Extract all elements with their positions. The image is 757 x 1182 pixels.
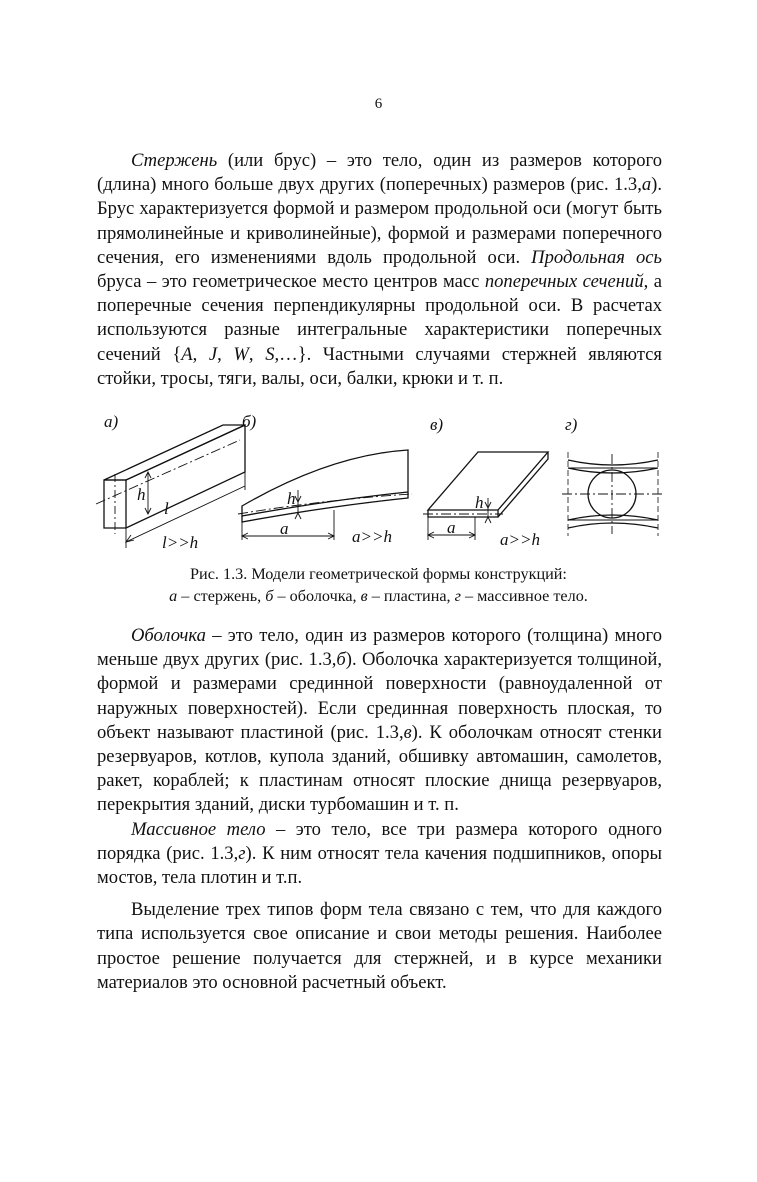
relation-plate: a>>h — [500, 530, 540, 549]
paragraph-conclusion: Выделение трех типов форм тела связано с тем, что для каждого типа используется свое описание и свои методы решения. Наиболее простое решение получается для стержней, и в курсе механики материалов это основной расчетный объект. — [97, 899, 662, 993]
rod-drawing — [96, 425, 245, 548]
term-longitudinal-axis: Продольная ось — [531, 246, 662, 268]
figure-caption — [0, 563, 757, 607]
plate-drawing — [423, 452, 548, 540]
paragraph-massive-body: Массивное тело – это тело, все три размера которого одного порядка (рис. 1.3,г). К ним относят тела качения подшипников, опоры мостов, тела плотин и т.п. — [97, 818, 663, 889]
figure-label-a: а) — [104, 412, 119, 431]
page-number: 6 — [374, 96, 383, 112]
paragraphs-shell-massive — [97, 624, 662, 995]
relation-shell: a>>h — [352, 527, 392, 546]
term-massive-body: Массивное тело — [131, 818, 266, 840]
dim-h-shell: h — [287, 489, 296, 508]
caption-legend: а – стержень, б – оболочка, в – пластина, г – массивное тело. — [169, 587, 588, 605]
figure-1-3 — [90, 410, 670, 560]
dim-h-plate: h — [475, 493, 484, 512]
paragraph-rod — [97, 149, 662, 391]
dim-a-shell: a — [280, 519, 289, 538]
figure-label-v: в) — [430, 415, 444, 434]
caption-title: Рис. 1.3. Модели геометрической формы конструкций: — [190, 565, 567, 583]
term-shell: Оболочка — [131, 625, 206, 646]
term-rod: Стержень — [131, 150, 218, 171]
dim-l-rod: l — [164, 499, 169, 518]
massive-body-drawing — [562, 452, 664, 536]
term-cross-sections: поперечных сечений — [484, 271, 644, 293]
figure-drawing — [90, 410, 670, 560]
paragraph-rod-text: Стержень (или брус) – это тело, один из размеров которого (длина) много больше двух других (поперечных) размеров (рис. 1.3,а). Брус характеризуется формой и размером продольной оси (могут быть прямолинейные и криволинейные), формой и размерами поперечного сечения, его изменениями вдоль продольной оси. Продольная ось бруса – это геометрическое место центров масс поперечных сечений, а поперечные сечения перпендикулярны продольной оси. В расчетах используются разные интегральные характеристики поперечных сечений {A, J, W, S,…}. Частными случаями стержней являются стойки, тросы, тяги, валы, оси, балки, крюки и т. п. — [97, 150, 662, 389]
dim-a-plate: a — [447, 518, 456, 537]
paragraph-shell: Оболочка – это тело, один из размеров которого (толщина) много меньше двух других (рис. 1.3,б). Оболочка характеризуется толщиной, формой и размерами срединной поверхности (равноудаленной от наружных поверхностей). Если срединная поверхность плоская, то объект называют пластиной (рис. 1.3,в). К оболочкам относят стенки резервуаров, котлов, купола зданий, обшивку автомашин, самолетов, ракет, кораблей; к пластинам относят плоские днища резервуаров, перекрытия зданий, диски турбомашин и т. п. — [97, 625, 662, 816]
dim-h-rod: h — [137, 485, 146, 504]
figure-label-g: г) — [565, 415, 578, 434]
relation-rod: l>>h — [162, 533, 199, 552]
figure-label-b: б) — [242, 412, 257, 431]
